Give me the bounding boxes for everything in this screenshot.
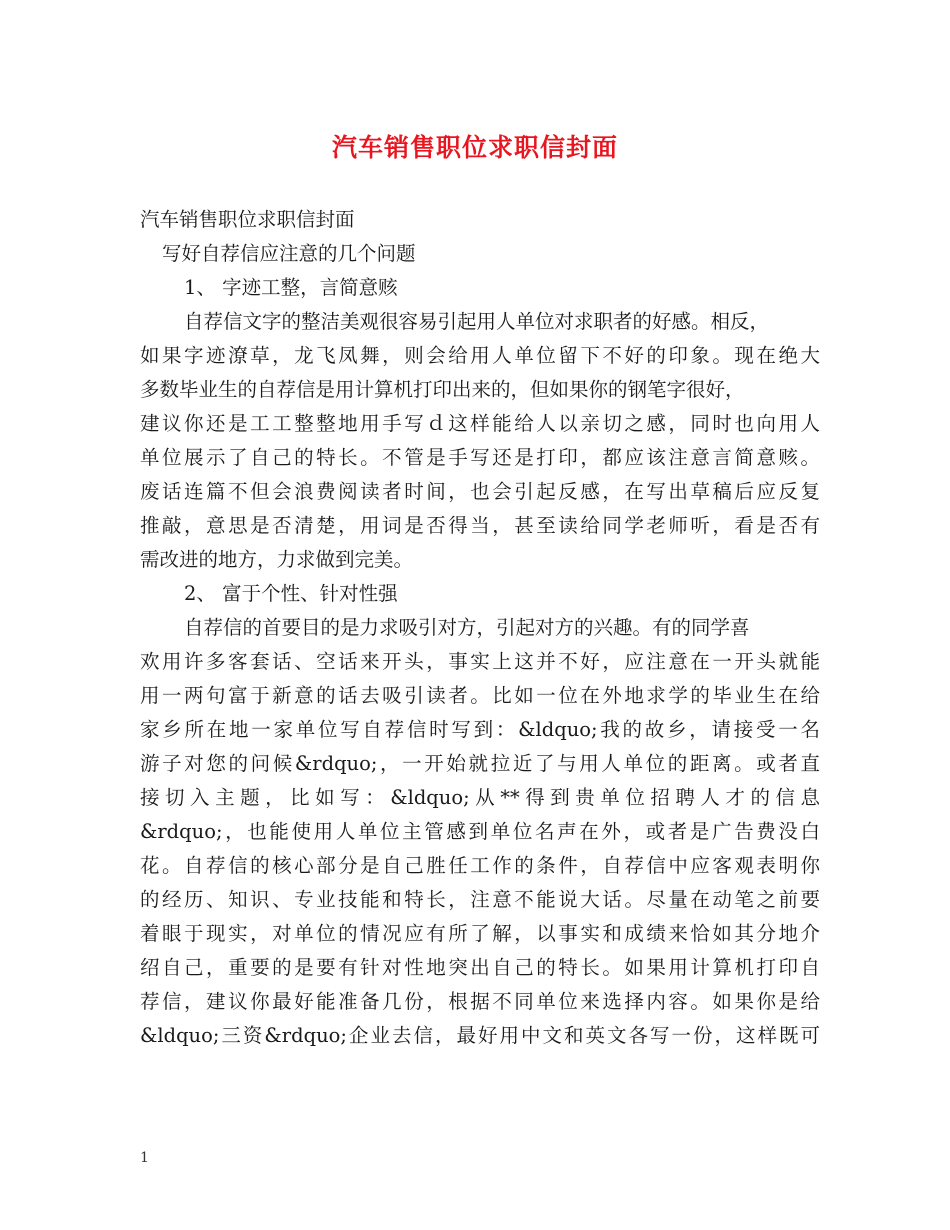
- body-line: 自荐信的首要目的是力求吸引对方，引起对方的兴趣。有的同学喜: [184, 616, 750, 639]
- body-line: &ldquo;三资&rdquo;企业去信，最好用中文和英文各写一份，这样既可: [140, 1024, 820, 1047]
- body-line: 推敲，意思是否清楚，用词是否得当，甚至读给同学老师听，看是否有: [140, 514, 820, 537]
- body-line: 绍自己，重要的是要有针对性地突出自己的特长。如果用计算机打印自: [140, 956, 820, 979]
- body-line: 建议你还是工工整整地用手写ｄ这样能给人以亲切之感，同时也向用人: [140, 412, 820, 435]
- body-line: 写好自荐信应注意的几个问题: [162, 242, 416, 265]
- body-line: 需改进的地方，力求做到完美。: [140, 548, 414, 571]
- body-line: &rdquo;，也能使用人单位主管感到单位名声在外，或者是广告费没白: [140, 820, 820, 843]
- body-line: 欢用许多客套话、空话来开头，事实上这并不好，应注意在一开头就能: [140, 650, 820, 673]
- body-line: 荐信，建议你最好能准备几份，根据不同单位来选择内容。如果你是给: [140, 990, 820, 1013]
- body-line: 如果字迹潦草，龙飞凤舞，则会给用人单位留下不好的印象。现在绝大: [140, 344, 820, 367]
- body-line: 花。自荐信的核心部分是自己胜任工作的条件，自荐信中应客观表明你: [140, 854, 820, 877]
- body-line: 废话连篇不但会浪费阅读者时间，也会引起反感，在写出草稿后应反复: [140, 480, 820, 503]
- body-line: 2、 富于个性、针对性强: [184, 582, 398, 605]
- page-number: 1: [140, 1150, 149, 1166]
- body-line: 家乡所在地一家单位写自荐信时写到：&ldquo;我的故乡，请接受一名: [140, 718, 820, 741]
- body-line: 的经历、知识、专业技能和特长，注意不能说大话。尽量在动笔之前要: [140, 888, 820, 911]
- body-line: 单位展示了自己的特长。不管是手写还是打印，都应该注意言简意赅。: [140, 446, 820, 469]
- body-line: 汽车销售职位求职信封面: [140, 208, 355, 231]
- body-line: 多数毕业生的自荐信是用计算机打印出来的，但如果你的钢笔字很好，: [140, 378, 745, 401]
- document-body: [140, 203, 820, 1053]
- body-line: 游子对您的问候&rdquo;，一开始就拉近了与用人单位的距离。或者直: [140, 752, 820, 775]
- body-line: 接切入主题，比如写：&ldquo;从**得到贵单位招聘人才的信息: [140, 786, 820, 809]
- body-line: 用一两句富于新意的话去吸引读者。比如一位在外地求学的毕业生在给: [140, 684, 820, 707]
- body-line: 1、 字迹工整，言简意赅: [184, 276, 398, 299]
- body-line: 自荐信文字的整洁美观很容易引起用人单位对求职者的好感。相反，: [184, 310, 770, 333]
- body-line: 着眼于现实，对单位的情况应有所了解，以事实和成绩来恰如其分地介: [140, 922, 820, 945]
- document-title: 汽车销售职位求职信封面: [331, 133, 618, 162]
